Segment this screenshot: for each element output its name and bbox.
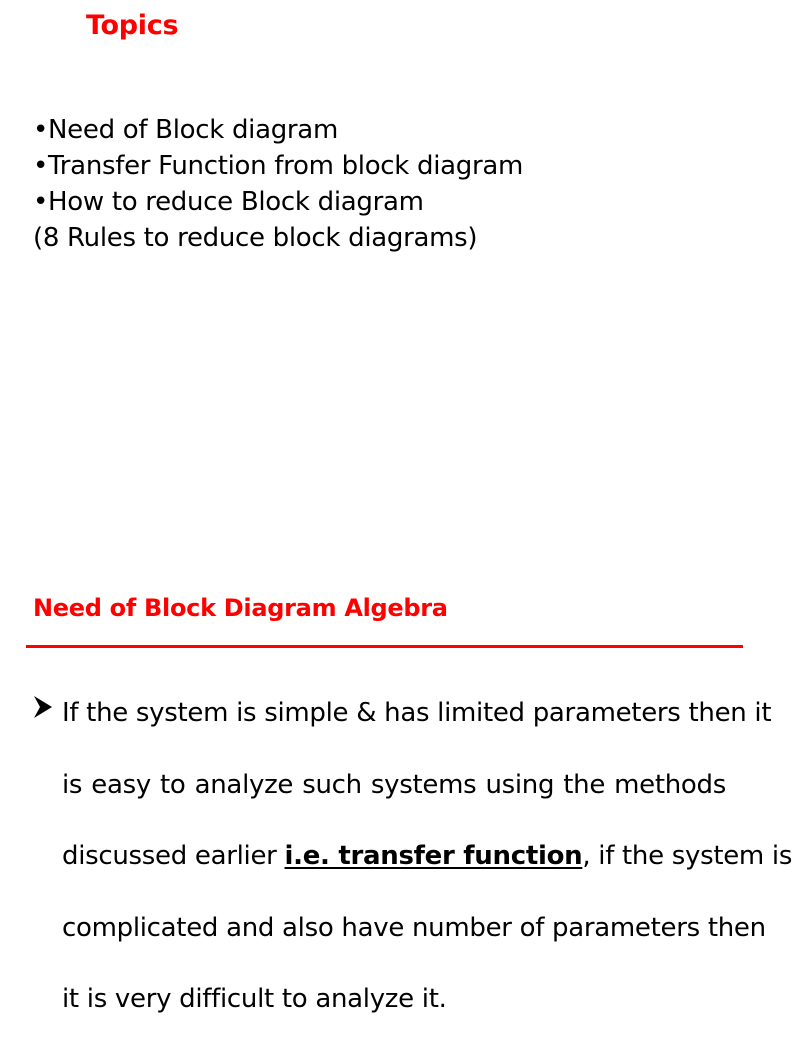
paragraph-line-2: is easy to analyze such systems using the methods <box>62 769 726 800</box>
section-heading: Need of Block Diagram Algebra <box>33 594 448 622</box>
topic-item-rules: (8 Rules to reduce block diagrams) <box>33 223 478 253</box>
section-divider <box>26 645 743 648</box>
topics-list <box>33 112 523 256</box>
arrowhead-bullet-icon <box>33 694 53 720</box>
topic-item-transfer-function: •Transfer Function from block diagram <box>33 151 524 181</box>
topic-item-reduce: •How to reduce Block diagram <box>33 187 424 217</box>
paragraph-line-3-start: discussed earlier <box>62 841 285 871</box>
topic-item-need: •Need of Block diagram <box>33 115 338 145</box>
paragraph-line-1: If the system is simple & has limited parameters then it <box>62 698 772 728</box>
section-paragraph <box>62 691 792 1049</box>
paragraph-line-4: complicated and also have number of parameters then <box>62 912 766 943</box>
paragraph-line-3 <box>62 834 792 906</box>
topics-heading: Topics <box>86 10 179 41</box>
paragraph-line-3-end: , if the system is <box>582 841 792 871</box>
paragraph-line-5: it is very difficult to analyze it. <box>62 984 447 1014</box>
transfer-function-highlight: i.e. transfer function <box>284 841 583 871</box>
